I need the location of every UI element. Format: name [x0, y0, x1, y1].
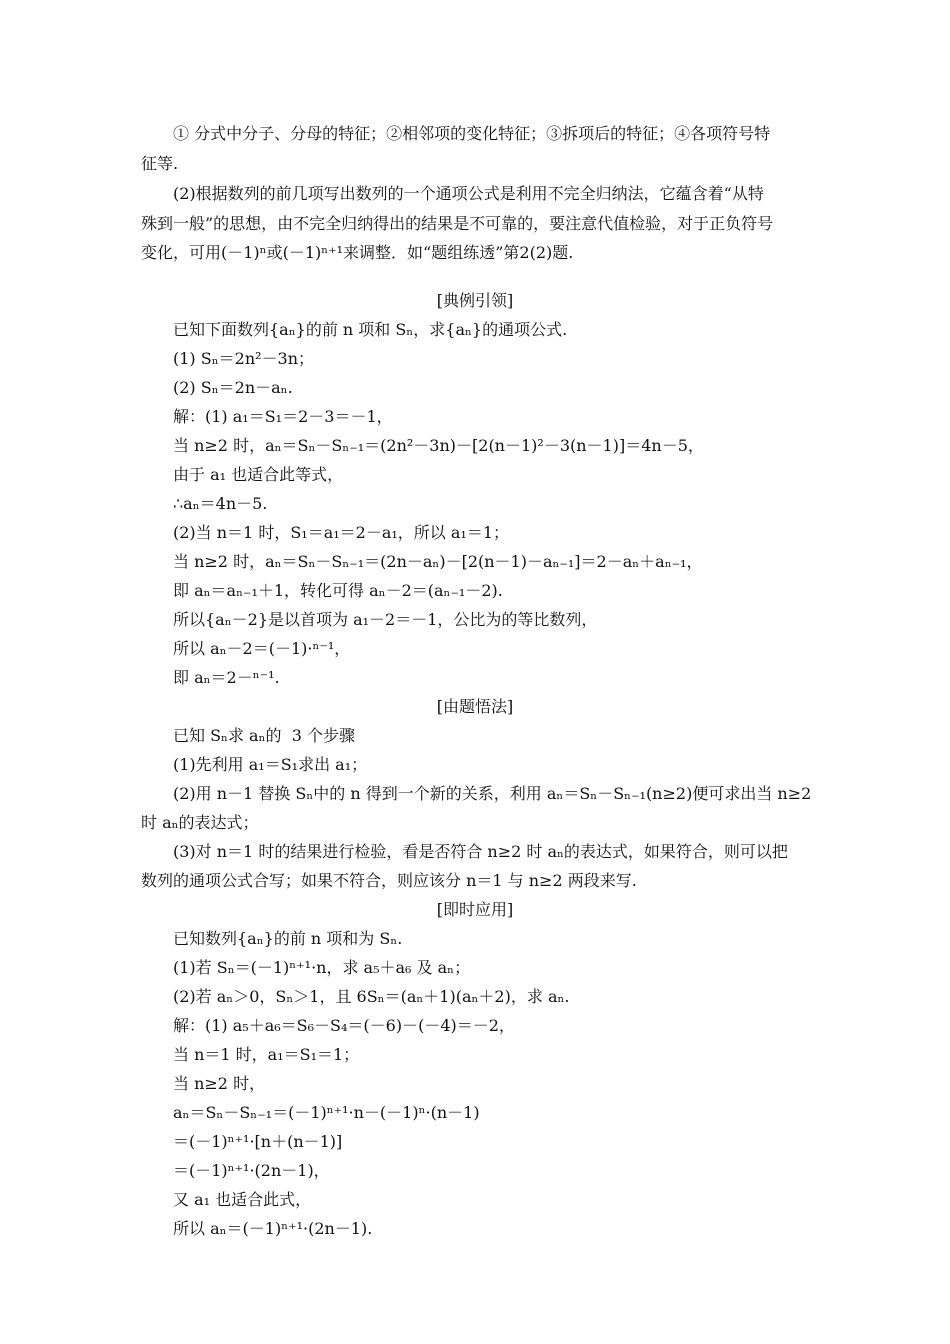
section-heading: [即时应用]: [436, 900, 514, 919]
text-line: (1) Sₙ＝2n²－3n；: [173, 349, 315, 368]
text-line: (1)先利用 a₁＝S₁求出 a₁；: [173, 755, 368, 774]
text-line: 数列的通项公式合写；如果不符合，则应该分 n＝1 与 n≥2 两段来写.: [141, 871, 637, 890]
text-line: 即 aₙ＝aₙ₋₁＋1，转化可得 aₙ－2＝(aₙ₋₁－2).: [173, 581, 503, 600]
text-line: 即 aₙ＝2－ⁿ⁻¹.: [173, 668, 280, 687]
text-line: 变化，可用(－1)ⁿ或(－1)ⁿ⁺¹来调整．如“题组练透”第2(2)题.: [141, 243, 574, 262]
text-line: 已知 Sₙ求 aₙ的 3 个步骤: [173, 726, 355, 745]
text-line: ＝(－1)ⁿ⁺¹·[n＋(n－1)]: [173, 1132, 343, 1151]
text-line: 已知数列{aₙ}的前 n 项和为 Sₙ.: [173, 929, 403, 948]
section-heading: [由题悟法]: [436, 697, 514, 716]
text-line: 解：(1) a₅＋a₆＝S₆－S₄＝(－6)－(－4)＝－2，: [173, 1016, 515, 1035]
text-line: ∴aₙ＝4n－5.: [173, 494, 268, 513]
text-line: 时 aₙ的表达式；: [141, 813, 259, 832]
text-line: 当 n≥2 时，aₙ＝Sₙ－Sₙ₋₁＝(2n－aₙ)－[2(n－1)－aₙ₋₁]＝2－aₙ＋aₙ₋₁，: [173, 552, 703, 571]
text-line: (2)用 n－1 替换 Sₙ中的 n 得到一个新的关系，利用 aₙ＝Sₙ－Sₙ₋₁(n≥2)便可求出当 n≥2: [173, 784, 812, 803]
text-line: aₙ＝Sₙ－Sₙ₋₁＝(－1)ⁿ⁺¹·n－(－1)ⁿ·(n－1): [173, 1103, 480, 1122]
text-line: 又 a₁ 也适合此式，: [173, 1190, 312, 1209]
text-line: (1)若 Sₙ＝(－1)ⁿ⁺¹·n，求 a₅＋a₆ 及 aₙ；: [173, 958, 471, 977]
text-line: (3)对 n＝1 时的结果进行检验，看是否符合 n≥2 时 aₙ的表达式，如果符合，则可以把: [173, 842, 788, 861]
text-line: 所以{aₙ－2}是以首项为 a₁－2＝－1，公比为的等比数列，: [173, 610, 598, 629]
text-line: 殊到一般”的思想，由不完全归纳得出的结果是不可靠的，要注意代值检验，对于正负符号: [141, 214, 774, 233]
text-line: 征等.: [141, 154, 179, 173]
text-line: 由于 a₁ 也适合此等式，: [173, 465, 344, 484]
text-line: 解：(1) a₁＝S₁＝2－3＝－1，: [173, 407, 393, 426]
text-line: (2)当 n＝1 时，S₁＝a₁＝2－a₁，所以 a₁＝1；: [173, 523, 510, 542]
text-line: ① 分式中分子、分母的特征；②相邻项的变化特征；③拆项后的特征；④各项符号特: [173, 124, 771, 143]
text-line: 当 n＝1 时，a₁＝S₁＝1；: [173, 1045, 360, 1064]
text-line: 当 n≥2 时，aₙ＝Sₙ－Sₙ₋₁＝(2n²－3n)－[2(n－1)²－3(n－1)]＝4n－5，: [173, 436, 704, 455]
text-line: (2) Sₙ＝2n－aₙ.: [173, 378, 293, 397]
text-line: 已知下面数列{aₙ}的前 n 项和 Sₙ，求{aₙ}的通项公式.: [173, 320, 568, 339]
text-line: 所以 aₙ＝(－1)ⁿ⁺¹·(2n－1).: [173, 1219, 373, 1238]
section-heading: [典例引领]: [436, 291, 514, 310]
text-line: 所以 aₙ－2＝(－1)·ⁿ⁻¹，: [173, 639, 351, 658]
text-line: (2)根据数列的前几项写出数列的一个通项公式是利用不完全归纳法，它蕴含着“从特: [173, 184, 764, 203]
text-line: ＝(－1)ⁿ⁺¹·(2n－1)，: [173, 1161, 330, 1180]
text-line: 当 n≥2 时，: [173, 1074, 266, 1093]
text-line: (2)若 aₙ＞0，Sₙ＞1，且 6Sₙ＝(aₙ＋1)(aₙ＋2)，求 aₙ.: [173, 987, 570, 1006]
